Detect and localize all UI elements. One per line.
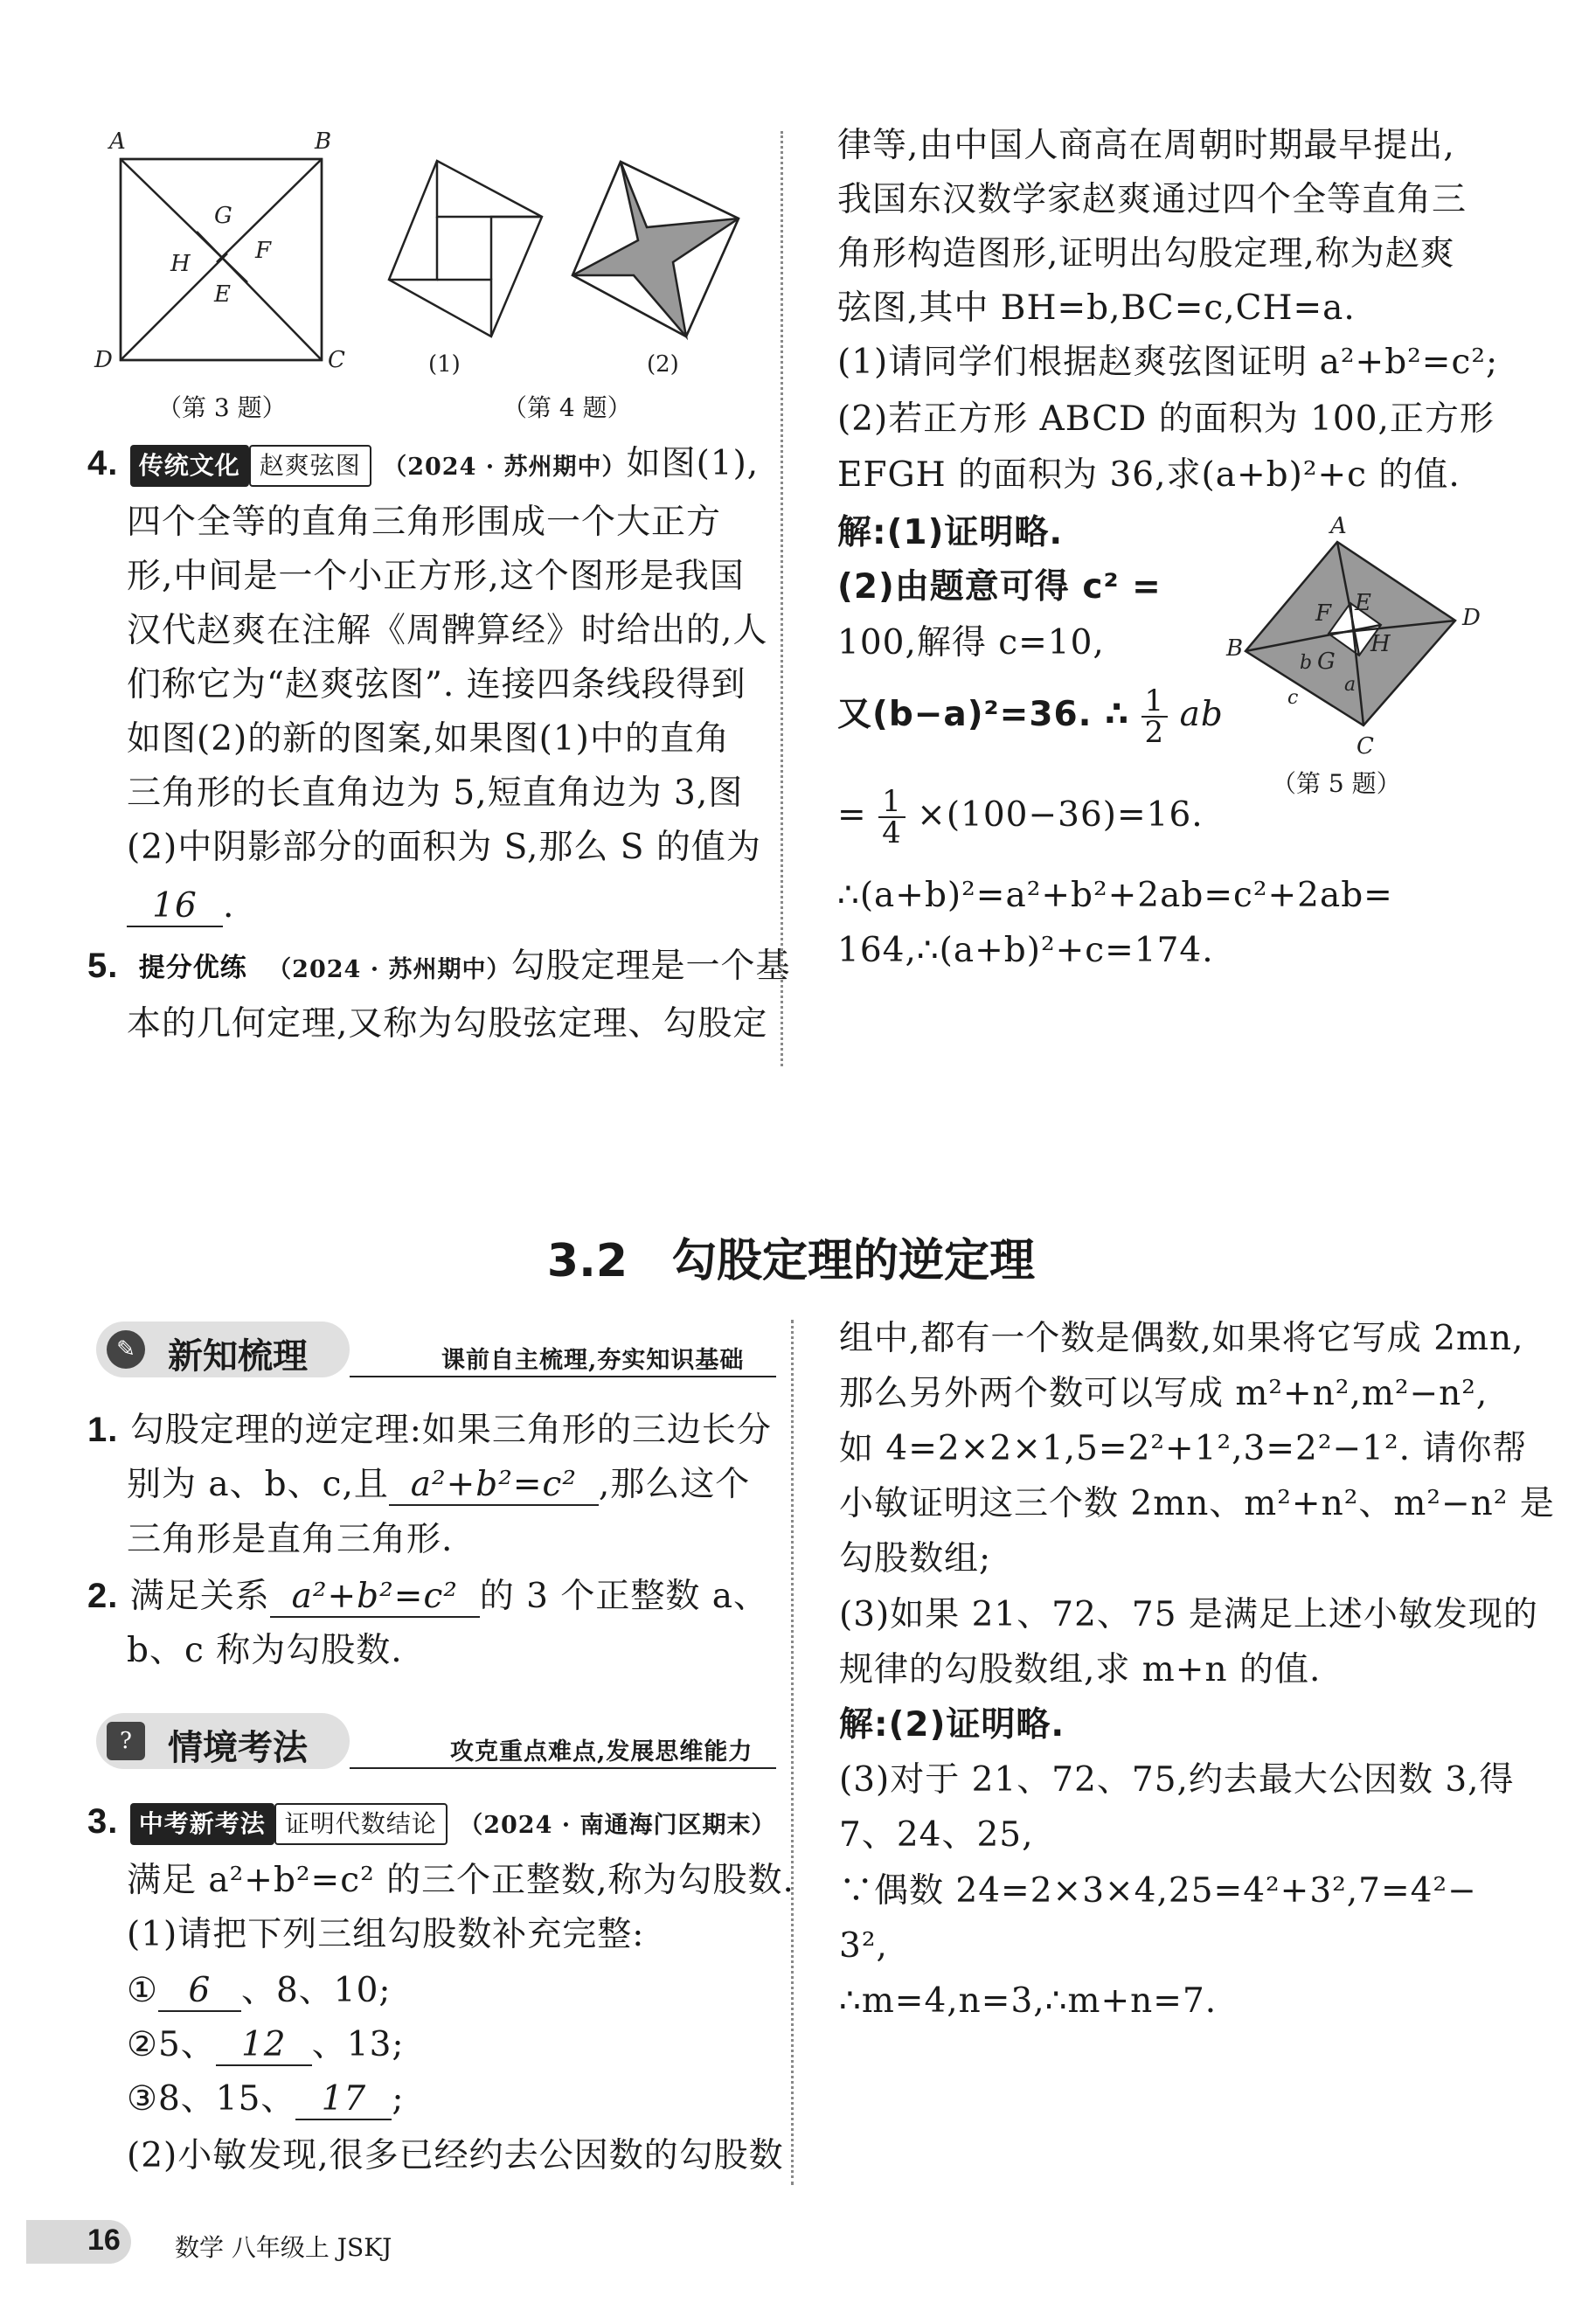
- k1-text2b: ,那么这个: [598, 1465, 751, 1504]
- q3-line2: (1)请把下列三组勾股数补充完整:: [127, 1915, 645, 1954]
- q4-badge-tag: 赵爽弦图: [249, 445, 371, 487]
- q5-badge: 提分优练: [130, 947, 256, 989]
- q3-right-6: 规律的勾股数组,求 m+n 的值.: [839, 1650, 1322, 1689]
- k1-line3: 三角形是直角三角形.: [127, 1520, 454, 1559]
- q4-line-0: 如图(1),: [626, 444, 760, 483]
- q5-line-5: 弦图,其中 BH=b,BC=c,CH=a.: [837, 288, 1356, 328]
- q4-line-3: 汉代赵爽在注解《周髀算经》时给出的,人: [127, 611, 768, 650]
- fig5-label-c: C: [1356, 733, 1374, 760]
- q3-number: 3.: [87, 1802, 119, 1841]
- k1-text2a: 别为 a、b、c,且: [127, 1465, 389, 1504]
- q5-sol2-d1: =: [837, 795, 867, 835]
- q5-line-4: 角形构造图形,证明出勾股定理,称为赵爽: [837, 234, 1455, 274]
- q3-right-5: (3)如果 21、72、75 是满足上述小敏发现的: [839, 1595, 1538, 1634]
- q5-frac1-top: 1: [1141, 686, 1169, 718]
- k1-number: 1.: [87, 1411, 119, 1449]
- pencil-icon: ✎: [107, 1330, 145, 1369]
- column-divider-top: [781, 131, 783, 1066]
- q3-right-4: 勾股数组;: [839, 1539, 992, 1578]
- q5-line-0: 勾股定理是一个基: [510, 947, 791, 986]
- q5-line-2: 律等,由中国人商高在周朝时期最早提出,: [837, 126, 1455, 165]
- part1-header: [96, 1322, 778, 1383]
- figure-3: [121, 159, 322, 360]
- page-number: 16: [87, 2223, 121, 2257]
- k1-answer: a²+b²=c²: [389, 1466, 599, 1506]
- part2-heading: 情境考法: [168, 1728, 308, 1768]
- q4-badge: 传统文化: [130, 445, 249, 487]
- fig4-sub2: (2): [647, 351, 679, 378]
- q3-right-0: 组中,都有一个数是偶数,如果将它写成 2mn,: [839, 1319, 1524, 1358]
- q5-sol2-e: ∴(a+b)²=a²+b²+2ab=c²+2ab=: [837, 876, 1393, 915]
- fig5-label-e: E: [1355, 590, 1371, 616]
- q3-item2-a: ②5、: [127, 2025, 216, 2064]
- q5-number: 5.: [87, 947, 119, 985]
- fig5-label-d: D: [1462, 605, 1481, 631]
- section-title-text: 勾股定理的逆定理: [671, 1235, 1036, 1287]
- q3-item1: [127, 1972, 392, 2012]
- q5-frac2-bottom: 4: [882, 815, 902, 850]
- q5-sol2-d: [837, 784, 1204, 850]
- fig3-label-b: B: [315, 128, 332, 155]
- section-number: 3.2: [546, 1235, 628, 1287]
- q3-right-3: 小敏证明这三个数 2mn、m²+n²、m²−n² 是: [839, 1484, 1555, 1523]
- q5-sol2-d2: ×(100−36)=16.: [917, 795, 1204, 835]
- q3-badge-tag: 证明代数结论: [274, 1803, 448, 1845]
- fig5-label-a-small: a: [1344, 674, 1356, 696]
- q4-line-2: 形,中间是一个小正方形,这个图形是我国: [127, 557, 745, 596]
- q5-frac2-top: 1: [878, 787, 905, 818]
- fig3-caption: （第 3 题）: [157, 393, 287, 422]
- q3-sol3-2: ∵偶数 24=2×3×4,25=4²+3²,7=4²−: [839, 1871, 1477, 1911]
- q3-sol-label: 解:: [839, 1705, 889, 1745]
- q4-line-7: (2)中阴影部分的面积为 S,那么 S 的值为: [127, 828, 761, 867]
- q4-line-5: 如图(2)的新的图案,如果图(1)中的直角: [127, 719, 730, 759]
- q5-source: （2024 · 苏州期中）: [267, 956, 511, 983]
- q3-item3-a: ③8、15、: [127, 2079, 296, 2119]
- q4-line-4: 们称它为“赵爽弦图”. 连接四条线段得到: [127, 665, 746, 704]
- fig3-label-c: C: [328, 347, 345, 373]
- k2-line2: b、c 称为勾股数.: [127, 1631, 403, 1670]
- q4-number: 4.: [87, 444, 119, 482]
- k1-line2: [127, 1466, 750, 1506]
- q3-right-1: 那么另外两个数可以写成 m²+n²,m²−n²,: [839, 1374, 1488, 1413]
- q3-line1: 满足 a²+b²=c² 的三个正整数,称为勾股数.: [127, 1861, 794, 1900]
- q4-line-1: 四个全等的直角三角形围成一个大正方: [127, 503, 722, 542]
- q3-item2-answer: 12: [216, 2026, 312, 2066]
- q3-badge: 中考新考法: [130, 1803, 274, 1845]
- fig5-label-h: H: [1370, 631, 1391, 657]
- q5-sol-label: 解:: [837, 513, 887, 552]
- q4-answer: 16: [127, 887, 223, 927]
- q5-sol2-c2: ab: [1179, 695, 1224, 734]
- q3-item3-b: ;: [392, 2079, 405, 2119]
- q3-item3-answer: 17: [295, 2080, 392, 2120]
- q5-sol1: (1)证明略.: [886, 513, 1064, 552]
- fig5-label-b: B: [1226, 635, 1244, 662]
- fig5-label-f: F: [1315, 600, 1332, 627]
- fig4-caption: （第 4 题）: [503, 393, 632, 422]
- q5-sol2-f: 164,∴(a+b)²+c=174.: [837, 931, 1214, 970]
- q3-header: [87, 1802, 776, 1845]
- q4-end: .: [223, 886, 235, 926]
- q4-answer-line: [127, 887, 234, 927]
- k2-answer: a²+b²=c²: [270, 1578, 480, 1618]
- q5-frac-quarter: [878, 784, 905, 850]
- q3-sol2: (2)证明略.: [888, 1705, 1065, 1745]
- part1-heading: 新知梳理: [168, 1336, 308, 1377]
- q5-line-7: (2)若正方形 ABCD 的面积为 100,正方形: [837, 399, 1495, 439]
- q3-item2-b: 、13;: [311, 2025, 405, 2064]
- fig5-label-c-small: c: [1287, 687, 1299, 709]
- k2-number: 2.: [87, 1577, 119, 1615]
- q5-sol2-c1: 又(b−a)²=36. ∴: [837, 695, 1130, 734]
- k2-text1b: 的 3 个正整数 a、: [479, 1577, 769, 1616]
- q5-sol2-a: (2)由题意可得 c² =: [837, 567, 1162, 607]
- q5-solution-1: [837, 514, 1063, 552]
- part2-note: 攻克重点难点,发展思维能力: [450, 1738, 753, 1766]
- q3-item3: [127, 2080, 405, 2120]
- q5-frac1-bottom: 2: [1144, 715, 1165, 750]
- q3-solution-2: [839, 1706, 1065, 1745]
- fig5-label-g: G: [1317, 649, 1336, 675]
- fig4-sub1: (1): [428, 351, 461, 378]
- q3-sol3-0: (3)对于 21、72、75,约去最大公因数 3,得: [839, 1760, 1515, 1800]
- q5-line-8: EFGH 的面积为 36,求(a+b)²+c 的值.: [837, 455, 1461, 495]
- q5-line-6: (1)请同学们根据赵爽弦图证明 a²+b²=c²;: [837, 343, 1499, 382]
- k1-text1: 勾股定理的逆定理:如果三角形的三边长分: [129, 1411, 772, 1450]
- fig5-label-b-small: b: [1300, 652, 1313, 674]
- column-divider-bottom: [791, 1320, 794, 2185]
- q5-sol2-c: [837, 683, 1224, 750]
- q3-sol3-1: 7、24、25,: [839, 1815, 1034, 1855]
- fig5-label-a: A: [1330, 513, 1347, 539]
- fig3-label-d: D: [94, 347, 113, 373]
- q5-line-1: 本的几何定理,又称为勾股弦定理、勾股定: [127, 1004, 768, 1044]
- figure-5: [1219, 507, 1490, 787]
- fig3-label-a: A: [109, 128, 126, 155]
- part1-rule: [350, 1376, 776, 1377]
- fig5-caption: （第 5 题）: [1272, 769, 1401, 798]
- part2-header: [96, 1713, 778, 1774]
- part1-note: 课前自主梳理,夯实知识基础: [441, 1347, 745, 1374]
- q5-header: [87, 947, 791, 989]
- fig3-label-e: E: [214, 281, 231, 308]
- q3-item1-b: 、8、10;: [240, 1971, 392, 2010]
- q3-right-2: 如 4=2×2×1,5=2²+1²,3=2²−1². 请你帮: [839, 1429, 1528, 1468]
- figure-4-1: [389, 161, 542, 336]
- part2-rule: [350, 1767, 776, 1769]
- q4-source: （2024 · 苏州期中）: [383, 454, 627, 481]
- q3-item1-a: ①: [127, 1971, 158, 2010]
- q3-source: （2024 · 南通海门区期末）: [459, 1812, 776, 1839]
- k2-line1: [87, 1577, 768, 1618]
- k2-text1a: 满足关系: [129, 1577, 270, 1616]
- q3-sol3-3: 3²,: [839, 1926, 888, 1966]
- figures-top: [87, 122, 778, 420]
- fig3-label-h: H: [170, 251, 191, 277]
- q3-item2: [127, 2026, 405, 2066]
- q3-part2-line: (2)小敏发现,很多已经约去公因数的勾股数: [127, 2136, 784, 2175]
- q5-frac-half: [1141, 683, 1169, 750]
- footer-text: 数学 八年级上 JSKJ: [175, 2233, 392, 2262]
- q5-sol2-b: 100,解得 c=10,: [837, 623, 1105, 663]
- q3-sol3-4: ∴m=4,n=3,∴m+n=7.: [839, 1981, 1218, 2021]
- question-board-icon: ?: [107, 1722, 145, 1760]
- figure-4-2: [572, 162, 739, 336]
- section-title: [0, 1224, 1582, 1289]
- q4-line-6: 三角形的长直角边为 5,短直角边为 3,图: [127, 774, 744, 813]
- fig3-label-f: F: [255, 238, 272, 264]
- q5-line-3: 我国东汉数学家赵爽通过四个全等直角三: [837, 180, 1468, 219]
- fig3-label-g: G: [214, 203, 232, 229]
- k1-line1: [87, 1411, 772, 1450]
- q3-item1-answer: 6: [158, 1972, 241, 2012]
- q4-header: [87, 444, 759, 487]
